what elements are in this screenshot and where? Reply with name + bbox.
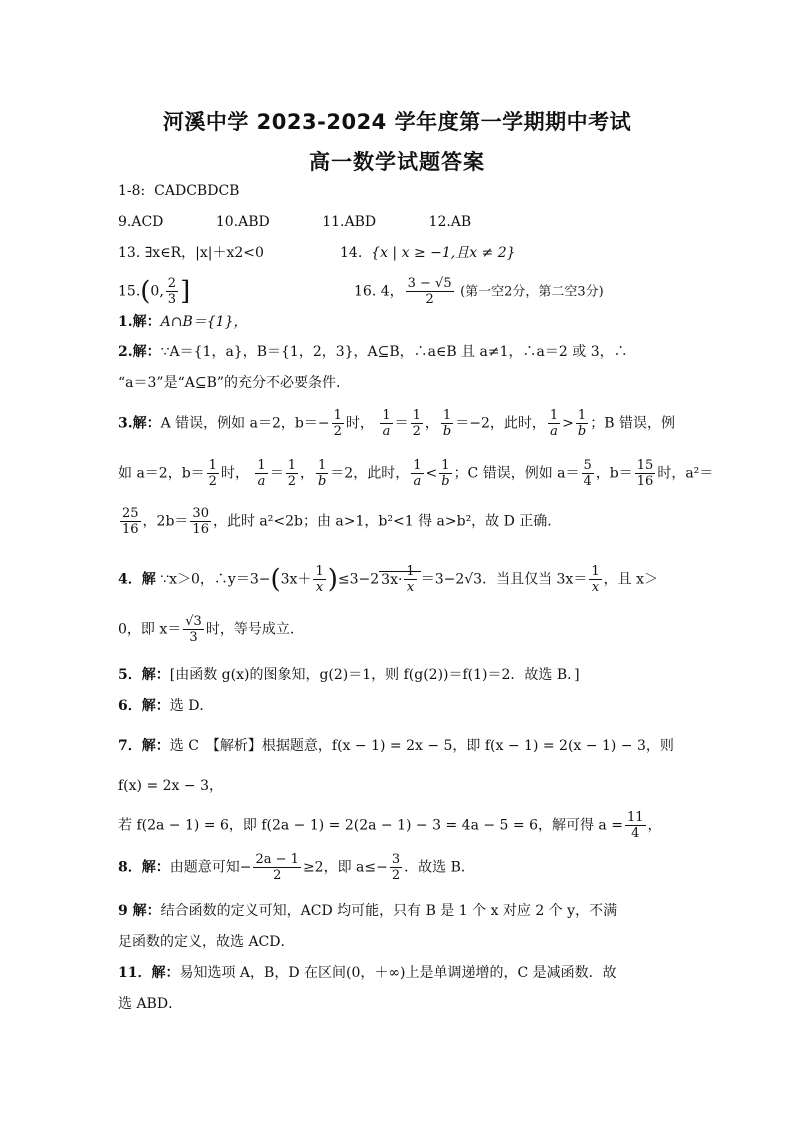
solution-9-line-2: 足函数的定义，故选 ACD． — [118, 934, 295, 950]
answer-16: 16. 4， $\frac{3 - √5}{2}$ (第一空2分，第二空3分) — [354, 276, 604, 307]
solution-7-line-1: 7．解：选 C 【解析】根据题意，f(x − 1) = 2x − 5，即 f(x − 1) = 2(x − 1) − 3，则 — [118, 738, 674, 754]
answer-15: 15.(0, $\frac{2}{3}$ ] — [118, 276, 191, 307]
solution-6: 6．解：选 D． — [118, 698, 214, 714]
answer-13: 13. ∃x∈R，|x|＋x2<0 — [118, 245, 264, 261]
answer-1-8: 1-8: CADCBDCB — [118, 183, 240, 199]
answer-12: 12.AB — [428, 214, 472, 230]
solution-7-line-3: 若 f(2a − 1) = 6，即 f(2a − 1) = 2(2a − 1) − 3 = 4a − 5 = 6，解可得 a = $\frac{11}{4}$ ， — [118, 810, 662, 841]
page-subtitle: 高一数学试题答案 — [309, 150, 485, 174]
solution-1: 1.解：A∩B＝{1}， — [118, 314, 248, 330]
solution-2-line-2: “a＝3”是“A⊆B”的充分不必要条件. — [118, 375, 341, 391]
solution-2: 2.解：∵A＝{1，a}，B＝{1，2，3}，A⊆B，∴a∈B 且 a≠1，∴a＝2 或 3，∴ — [118, 344, 628, 360]
solution-5: 5．解：[由函数 g(x)的图象知，g(2)＝1，则 f(g(2))＝f(1)＝2．故选 B．] — [118, 667, 580, 683]
page-title: 河溪中学 2023-2024 学年度第一学期期中考试 — [162, 110, 632, 134]
solution-3-line-1: 3.解：A 错误，例如 a＝2，b＝− $\frac{1}{2}$ 时， $\frac{1}{a}$ ＝ $\frac{1}{2}$ ， $\frac{1}{b}$ ＝−2，此时， $\frac{1}{a}$ > $\frac{1}{b}$ ；B 错误，例 — [118, 408, 675, 439]
answer-10: 10.ABD — [215, 214, 270, 230]
solution-3-line-3: $\frac{25}{16}$ ，2b＝ $\frac{30}{16}$ ，此时 a²<2b；由 a>1，b²<1 得 a>b²，故 D 正确. — [122, 506, 552, 537]
answer-9: 9.ACD — [118, 214, 164, 230]
solution-7-line-2: f(x) = 2x − 3， — [118, 778, 223, 794]
solution-4-line-1: 4．解 ∵x＞0，∴y＝3−(3x＋ $\frac{1}{x}$ )≤3−2 3x· $\frac{1}{x}$ ＝3−2√3．当且仅当 3x＝ $\frac{1}{x}$ ，且 x＞ — [118, 564, 658, 595]
solution-9-line-1: 9 解：结合函数的定义可知，ACD 均可能，只有 B 是 1 个 x 对应 2 个 y，不满 — [118, 903, 618, 919]
answer-9-12 — [118, 211, 678, 233]
answer-11: 11.ABD — [322, 214, 377, 230]
answer-14: 14. {x | x ≥ −1,且x ≠ 2} — [340, 245, 516, 261]
solution-3-line-2: 如 a＝2，b＝ $\frac{1}{2}$ 时， $\frac{1}{a}$ ＝ $\frac{1}{2}$ ， $\frac{1}{b}$ ＝2，此时， $\frac{1}{a}$ < $\frac{1}{b}$ ；C 错误，例如 a＝ $\frac{5}{4}$ ，b＝ $\frac{15}{16}$ 时，a²＝ — [118, 458, 714, 489]
solution-11-line-2: 选 ABD． — [118, 996, 183, 1012]
solution-4-line-2: 0，即 x＝ $\frac{√3}{3}$ 时，等号成立. — [118, 614, 295, 645]
solution-11-line-1: 11．解：易知选项 A，B，D 在区间(0，＋∞)上是单调递增的，C 是减函数．故 — [118, 965, 617, 981]
answer-1-8-value: CADCBDCB — [154, 183, 240, 199]
answer-13-14 — [118, 242, 678, 264]
answer-15-16 — [118, 268, 678, 308]
solution-8: 8．解：由题意可知− $\frac{2a - 1}{2}$ ≥2，即 a≤− $\frac{3}{2}$ ．故选 B． — [118, 852, 475, 883]
